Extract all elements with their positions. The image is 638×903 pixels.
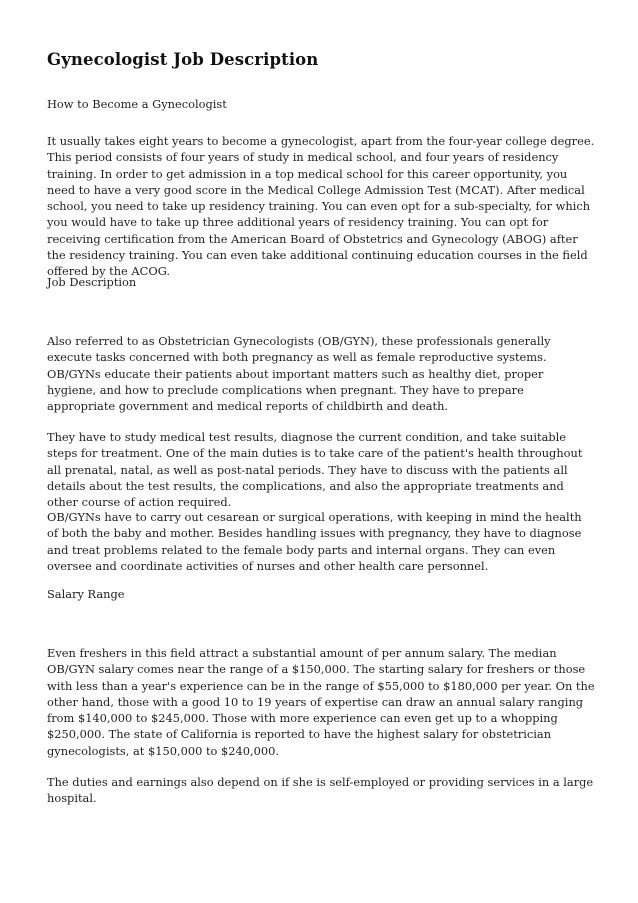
paragraph-job-description-2: They have to study medical test results, diagnose the current condition, and take suitable steps for treatment. One of the main duties is to take care of the patient's health throughout all prenatal, natal, as well as post-natal periods. They have to discuss with the patients all details about the test results, the complications, and also the appropriate treatments and other course of action required.: [47, 430, 583, 510]
paragraph-how-to-become: It usually takes eight years to become a gynecologist, apart from the four-year college degree. This period consists of four years of study in medical school, and four years of residency training. In order to get admission in a top medical school for this career opportunity, you need to have a very good score in the Medical College Admission Test (MCAT). After medical school, you need to take up residency training. You can even opt for a sub-specialty, for which you would have to take up three additional years of residency training. You can opt for receiving certification from the American Board of Obstetrics and Gynecology (ABOG) after the residency training. You can even take additional continuing education courses in the field offered by the ACOG.: [47, 134, 595, 279]
paragraph-job-description-1: Also referred to as Obstetrician Gynecologists (OB/GYN), these professionals generally execute tasks concerned with both pregnancy as well as female reproductive systems. OB/GYNs educate their patients about important matters such as healthy diet, proper hygiene, and how to preclude complications when pregnant. They have to prepare appropriate government and medical reports of childbirth and death.: [47, 334, 551, 414]
paragraph-job-description-3: OB/GYNs have to carry out cesarean or surgical operations, with keeping in mind the health of both the baby and mother. Besides handling issues with pregnancy, they have to diagnose and treat problems related to the female body parts and internal organs. They can even oversee and coordinate activities of nurses and other health care personnel.: [47, 510, 582, 573]
section-heading-how-to-become: How to Become a Gynecologist: [47, 97, 227, 111]
section-heading-salary-range: Salary Range: [47, 587, 125, 601]
section-heading-job-description: Job Description: [47, 275, 137, 289]
paragraph-salary-range-2: The duties and earnings also depend on if she is self-employed or providing services in a large hospital.: [47, 775, 594, 806]
document-title: Gynecologist Job Description: [47, 50, 319, 69]
paragraph-salary-range-1: Even freshers in this field attract a substantial amount of per annum salary. The median OB/GYN salary comes near the range of a $150,000. The starting salary for freshers or those with less than a year's experience can be in the range of $55,000 to $180,000 per year. On the other hand, those with a good 10 to 19 years of expertise can draw an annual salary ranging from $140,000 to $245,000. Those with more experience can even get up to a whopping $250,000. The state of California is reported to have the highest salary for obstetrician gynecologists, at $150,000 to $240,000.: [47, 646, 595, 758]
